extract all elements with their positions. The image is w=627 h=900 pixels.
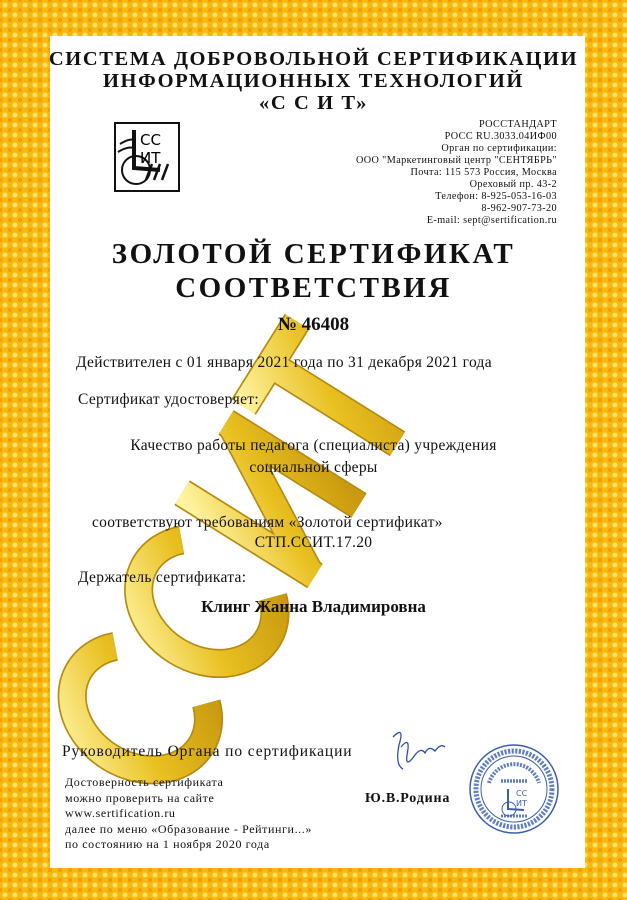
- org-line: Почта: 115 573 Россия, Москва: [410, 167, 557, 178]
- verification-line: можно проверить на сайте: [65, 790, 215, 805]
- org-line: Телефон: 8-925-053-16-03: [435, 191, 557, 202]
- title-line-1: ЗОЛОТОЙ СЕРТИФИКАТ: [111, 238, 516, 270]
- organization-info: [356, 119, 557, 227]
- official-stamp: [468, 743, 560, 835]
- verification-info: [65, 775, 312, 853]
- org-line: РОСС RU.3033.04ИФ00: [444, 131, 557, 142]
- header-line-3: «С С И Т»: [259, 92, 368, 114]
- compliance-line-1: соответствуют требованиям «Золотой сертификат»: [92, 514, 443, 531]
- certificate-number: № 46408: [277, 314, 350, 335]
- org-line: РОССТАНДАРТ: [478, 119, 557, 130]
- header-line-1: СИСТЕМА ДОБРОВОЛЬНОЙ СЕРТИФИКАЦИИ: [48, 48, 579, 70]
- verification-line: по состоянию на 1 ноября 2020 года: [65, 837, 270, 851]
- org-line: E-mail: sept@sertification.ru: [426, 215, 557, 226]
- stamp-logo-top: СС: [516, 789, 528, 798]
- holder-name: Клинг Жанна Владимировна: [201, 597, 426, 616]
- ssit-logo: [114, 122, 180, 192]
- org-line: ООО "Маркетинговый центр "СЕНТЯБРЬ": [355, 155, 557, 166]
- verification-link[interactable]: www.sertification.ru: [65, 806, 176, 820]
- verification-line: Достоверность сертификата: [65, 775, 224, 789]
- compliance-line-2: СТП.ССИТ.17.20: [254, 534, 373, 551]
- logo-text-bottom: ИТ: [140, 149, 161, 167]
- org-line: 8-962-907-73-20: [481, 203, 557, 214]
- certifies-label: Сертификат удостоверяет:: [78, 391, 259, 408]
- subject-line-2: социальной сферы: [249, 459, 378, 476]
- org-line: Ореховый пр. 43-2: [469, 179, 557, 190]
- title-line-2: СООТВЕТСТВИЯ: [175, 272, 452, 304]
- signature: [385, 725, 455, 775]
- validity: Действителен с 01 января 2021 года по 31 декабря 2021 года: [76, 354, 492, 371]
- signatory-title: Руководитель Органа по сертификации: [62, 743, 353, 760]
- header-line-2: ИНФОРМАЦИОННЫХ ТЕХНОЛОГИЙ: [103, 70, 524, 92]
- holder-label: Держатель сертификата:: [78, 569, 247, 586]
- subject-line-1: Качество работы педагога (специалиста) учреждения: [130, 437, 497, 454]
- logo-text-top: СС: [140, 131, 161, 149]
- stamp-logo-bottom: ИТ: [516, 799, 527, 808]
- org-line: Орган по сертификации:: [441, 143, 557, 154]
- signatory-name: Ю.В.Родина: [365, 791, 451, 806]
- verification-line: далее по меню «Образование - Рейтинги...»: [65, 821, 312, 836]
